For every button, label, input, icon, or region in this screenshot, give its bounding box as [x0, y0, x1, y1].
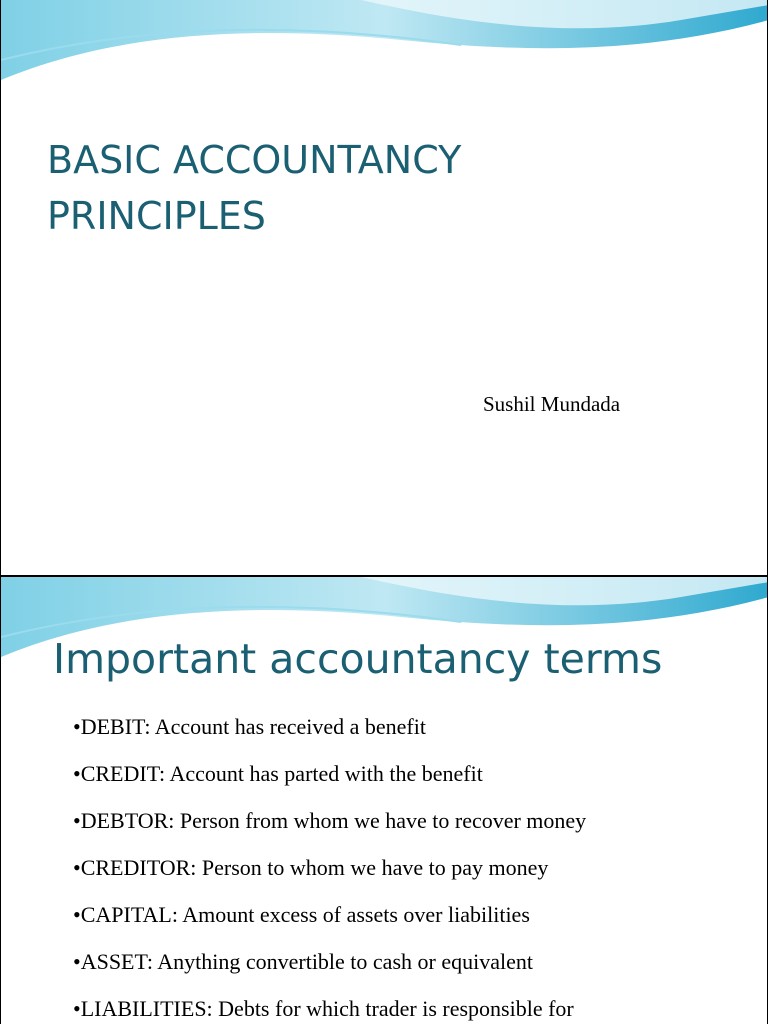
terms-slide: [0, 576, 768, 1024]
term-capital: •CAPITAL: Amount excess of assets over liabilities: [73, 902, 530, 927]
slide-title: Important accountancy terms: [53, 635, 663, 683]
term-creditor: •CREDITOR: Person to whom we have to pay money: [73, 855, 549, 880]
author-name: Sushil Mundada: [483, 392, 621, 416]
term-asset: •ASSET: Anything convertible to cash or equivalent: [73, 949, 533, 974]
term-debit: •DEBIT: Account has received a benefit: [73, 714, 426, 739]
terms-list: [73, 703, 586, 1024]
title-line-1: BASIC ACCOUNTANCY: [47, 138, 462, 182]
term-credit: •CREDIT: Account has parted with the benefit: [73, 761, 483, 786]
presentation-title: [47, 132, 461, 244]
title-line-2: PRINCIPLES: [47, 194, 266, 238]
term-liabilities: •LIABILITIES: Debts for which trader is responsible for: [73, 996, 574, 1021]
term-debtor: •DEBTOR: Person from whom we have to recover money: [73, 808, 587, 833]
wave-header-decoration: [1, 0, 768, 90]
